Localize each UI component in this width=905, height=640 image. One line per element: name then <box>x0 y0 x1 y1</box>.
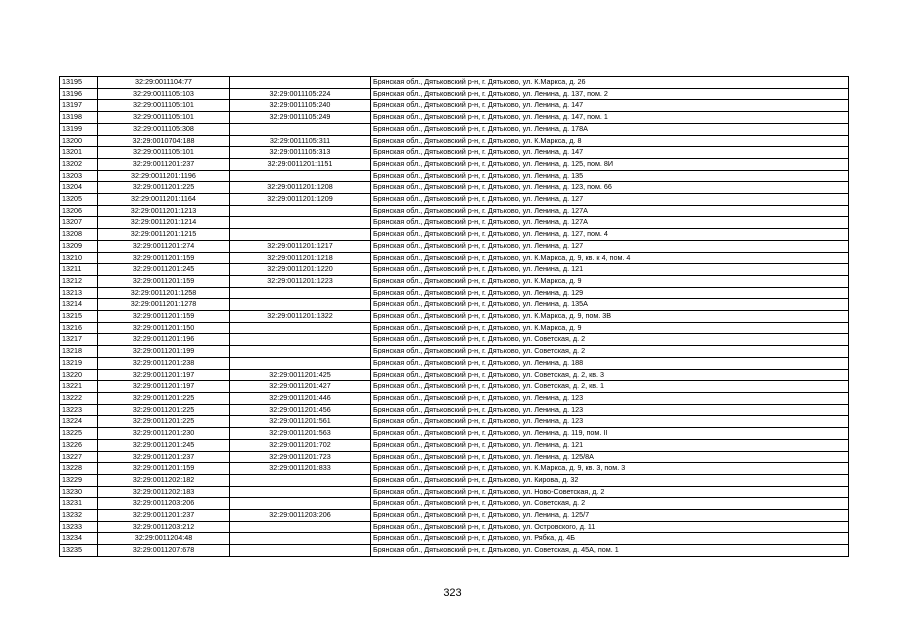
cadastral-number-cell: 32:29:0011201:225 <box>98 404 230 416</box>
cadastral-number-cell: 32:29:0011202:183 <box>98 486 230 498</box>
parent-cadastral-number-cell <box>230 287 371 299</box>
address-cell: Брянская обл., Дятьковский р-н, г. Дятьково, ул. Ленина, д. 123 <box>371 392 849 404</box>
address-cell: Брянская обл., Дятьковский р-н, г. Дятьково, ул. Ленина, д. 188 <box>371 357 849 369</box>
table-row <box>60 100 849 112</box>
parent-cadastral-number-cell <box>230 170 371 182</box>
address-cell: Брянская обл., Дятьковский р-н, г. Дятьково, ул. Ленина, д. 137, пом. 2 <box>371 88 849 100</box>
row-number-cell: 13224 <box>60 416 98 428</box>
parent-cadastral-number-cell: 32:29:0011105:249 <box>230 112 371 124</box>
cadastral-number-cell: 32:29:0011105:103 <box>98 88 230 100</box>
row-number-cell: 13232 <box>60 510 98 522</box>
cadastral-number-cell: 32:29:0011201:1258 <box>98 287 230 299</box>
row-number-cell: 13207 <box>60 217 98 229</box>
parent-cadastral-number-cell: 32:29:0011201:1151 <box>230 158 371 170</box>
cadastral-number-cell: 32:29:0011201:1213 <box>98 205 230 217</box>
parent-cadastral-number-cell: 32:29:0011201:1217 <box>230 240 371 252</box>
row-number-cell: 13220 <box>60 369 98 381</box>
address-cell: Брянская обл., Дятьковский р-н, г. Дятьково, ул. Ленина, д. 127А <box>371 205 849 217</box>
row-number-cell: 13228 <box>60 463 98 475</box>
table-row <box>60 545 849 557</box>
table-row <box>60 205 849 217</box>
parent-cadastral-number-cell <box>230 346 371 358</box>
table-row <box>60 112 849 124</box>
row-number-cell: 13233 <box>60 521 98 533</box>
cadastral-number-cell: 32:29:0011201:245 <box>98 264 230 276</box>
table-row <box>60 252 849 264</box>
address-cell: Брянская обл., Дятьковский р-н, г. Дятьково, ул. Кирова, д. 32 <box>371 474 849 486</box>
row-number-cell: 13234 <box>60 533 98 545</box>
address-cell: Брянская обл., Дятьковский р-н, г. Дятьково, ул. К.Маркса, д. 9, пом. 3В <box>371 311 849 323</box>
cadastral-number-cell: 32:29:0011105:101 <box>98 147 230 159</box>
row-number-cell: 13204 <box>60 182 98 194</box>
cadastral-number-cell: 32:29:0011201:159 <box>98 311 230 323</box>
table-row <box>60 240 849 252</box>
row-number-cell: 13197 <box>60 100 98 112</box>
address-cell: Брянская обл., Дятьковский р-н, г. Дятьково, ул. Ленина, д. 123 <box>371 404 849 416</box>
page-number: 323 <box>443 587 462 599</box>
table-row <box>60 88 849 100</box>
address-cell: Брянская обл., Дятьковский р-н, г. Дятьково, ул. К.Маркса, д. 9, кв. 3, пом. 3 <box>371 463 849 475</box>
cadastral-number-cell: 32:29:0011201:274 <box>98 240 230 252</box>
table-row <box>60 322 849 334</box>
parent-cadastral-number-cell <box>230 357 371 369</box>
parent-cadastral-number-cell <box>230 322 371 334</box>
row-number-cell: 13206 <box>60 205 98 217</box>
address-cell: Брянская обл., Дятьковский р-н, г. Дятьково, ул. К.Маркса, д. 9, кв. к 4, пом. 4 <box>371 252 849 264</box>
parent-cadastral-number-cell: 32:29:0011105:311 <box>230 135 371 147</box>
row-number-cell: 13219 <box>60 357 98 369</box>
table-row <box>60 182 849 194</box>
table-row <box>60 299 849 311</box>
address-cell: Брянская обл., Дятьковский р-н, г. Дятьково, ул. Ново-Советская, д. 2 <box>371 486 849 498</box>
address-cell: Брянская обл., Дятьковский р-н, г. Дятьково, ул. Советская, д. 45А, пом. 1 <box>371 545 849 557</box>
address-cell: Брянская обл., Дятьковский р-н, г. Дятьково, ул. Ленина, д. 125/8А <box>371 451 849 463</box>
parent-cadastral-number-cell <box>230 521 371 533</box>
parent-cadastral-number-cell: 32:29:0011201:1218 <box>230 252 371 264</box>
table-row <box>60 533 849 545</box>
cadastral-number-cell: 32:29:0011201:238 <box>98 357 230 369</box>
cadastral-number-cell: 32:29:0011202:182 <box>98 474 230 486</box>
row-number-cell: 13231 <box>60 498 98 510</box>
cadastral-number-cell: 32:29:0011201:1214 <box>98 217 230 229</box>
address-cell: Брянская обл., Дятьковский р-н, г. Дятьково, ул. Советская, д. 2, кв. 3 <box>371 369 849 381</box>
address-cell: Брянская обл., Дятьковский р-н, г. Дятьково, ул. Ленина, д. 127, пом. 4 <box>371 229 849 241</box>
row-number-cell: 13223 <box>60 404 98 416</box>
parent-cadastral-number-cell: 32:29:0011201:1322 <box>230 311 371 323</box>
table-row <box>60 510 849 522</box>
cadastral-number-cell: 32:29:0011201:1215 <box>98 229 230 241</box>
address-cell: Брянская обл., Дятьковский р-н, г. Дятьково, ул. Ленина, д. 129 <box>371 287 849 299</box>
address-cell: Брянская обл., Дятьковский р-н, г. Дятьково, ул. Ленина, д. 123 <box>371 416 849 428</box>
row-number-cell: 13202 <box>60 158 98 170</box>
table-row <box>60 287 849 299</box>
cadastral-number-cell: 32:29:0011104:77 <box>98 77 230 89</box>
cadastral-number-cell: 32:29:0011201:1196 <box>98 170 230 182</box>
address-cell: Брянская обл., Дятьковский р-н, г. Дятьково, ул. Советская, д. 2, кв. 1 <box>371 381 849 393</box>
row-number-cell: 13216 <box>60 322 98 334</box>
parent-cadastral-number-cell: 32:29:0011201:561 <box>230 416 371 428</box>
parent-cadastral-number-cell <box>230 486 371 498</box>
parent-cadastral-number-cell: 32:29:0011105:224 <box>230 88 371 100</box>
table-row <box>60 147 849 159</box>
address-cell: Брянская обл., Дятьковский р-н, г. Дятьково, ул. К.Маркса, д. 26 <box>371 77 849 89</box>
table-row <box>60 392 849 404</box>
table-row <box>60 194 849 206</box>
row-number-cell: 13195 <box>60 77 98 89</box>
table-row <box>60 451 849 463</box>
row-number-cell: 13213 <box>60 287 98 299</box>
address-cell: Брянская обл., Дятьковский р-н, г. Дятьково, ул. Ленина, д. 125, пом. 8И <box>371 158 849 170</box>
row-number-cell: 13208 <box>60 229 98 241</box>
cadastral-number-cell: 32:29:0011207:678 <box>98 545 230 557</box>
parent-cadastral-number-cell: 32:29:0011105:240 <box>230 100 371 112</box>
parent-cadastral-number-cell <box>230 77 371 89</box>
cadastral-number-cell: 32:29:0011105:101 <box>98 112 230 124</box>
registry-table-body <box>60 77 849 557</box>
parent-cadastral-number-cell: 32:29:0011201:456 <box>230 404 371 416</box>
cadastral-number-cell: 32:29:0011201:237 <box>98 510 230 522</box>
row-number-cell: 13209 <box>60 240 98 252</box>
table-row <box>60 428 849 440</box>
address-cell: Брянская обл., Дятьковский р-н, г. Дятьково, ул. Ленина, д. 178А <box>371 123 849 135</box>
row-number-cell: 13210 <box>60 252 98 264</box>
table-row <box>60 404 849 416</box>
address-cell: Брянская обл., Дятьковский р-н, г. Дятьково, ул. Островского, д. 11 <box>371 521 849 533</box>
row-number-cell: 13199 <box>60 123 98 135</box>
row-number-cell: 13212 <box>60 275 98 287</box>
cadastral-number-cell: 32:29:0011201:196 <box>98 334 230 346</box>
row-number-cell: 13201 <box>60 147 98 159</box>
cadastral-number-cell: 32:29:0011105:101 <box>98 100 230 112</box>
address-cell: Брянская обл., Дятьковский р-н, г. Дятьково, ул. Ленина, д. 147 <box>371 100 849 112</box>
cadastral-number-cell: 32:29:0011201:245 <box>98 439 230 451</box>
parent-cadastral-number-cell <box>230 123 371 135</box>
parent-cadastral-number-cell: 32:29:0011201:563 <box>230 428 371 440</box>
cadastral-number-cell: 32:29:0011201:230 <box>98 428 230 440</box>
cadastral-number-cell: 32:29:0011201:237 <box>98 158 230 170</box>
row-number-cell: 13218 <box>60 346 98 358</box>
row-number-cell: 13205 <box>60 194 98 206</box>
cadastral-number-cell: 32:29:0011105:308 <box>98 123 230 135</box>
address-cell: Брянская обл., Дятьковский р-н, г. Дятьково, ул. Ленина, д. 147 <box>371 147 849 159</box>
cadastral-number-cell: 32:29:0010704:188 <box>98 135 230 147</box>
parent-cadastral-number-cell: 32:29:0011201:427 <box>230 381 371 393</box>
table-row <box>60 217 849 229</box>
table-row <box>60 486 849 498</box>
parent-cadastral-number-cell <box>230 299 371 311</box>
address-cell: Брянская обл., Дятьковский р-н, г. Дятьково, ул. К.Маркса, д. 9 <box>371 322 849 334</box>
table-row <box>60 275 849 287</box>
parent-cadastral-number-cell <box>230 474 371 486</box>
table-row <box>60 498 849 510</box>
cadastral-number-cell: 32:29:0011201:199 <box>98 346 230 358</box>
row-number-cell: 13225 <box>60 428 98 440</box>
table-row <box>60 334 849 346</box>
row-number-cell: 13211 <box>60 264 98 276</box>
table-row <box>60 158 849 170</box>
address-cell: Брянская обл., Дятьковский р-н, г. Дятьково, ул. Советская, д. 2 <box>371 334 849 346</box>
row-number-cell: 13215 <box>60 311 98 323</box>
row-number-cell: 13203 <box>60 170 98 182</box>
table-row <box>60 264 849 276</box>
parent-cadastral-number-cell: 32:29:0011201:702 <box>230 439 371 451</box>
table-row <box>60 170 849 182</box>
address-cell: Брянская обл., Дятьковский р-н, г. Дятьково, ул. Ленина, д. 119, пом. II <box>371 428 849 440</box>
address-cell: Брянская обл., Дятьковский р-н, г. Дятьково, ул. Советская, д. 2 <box>371 346 849 358</box>
table-row <box>60 439 849 451</box>
row-number-cell: 13214 <box>60 299 98 311</box>
cadastral-number-cell: 32:29:0011201:1278 <box>98 299 230 311</box>
parent-cadastral-number-cell <box>230 498 371 510</box>
parent-cadastral-number-cell <box>230 205 371 217</box>
table-row <box>60 474 849 486</box>
table-row <box>60 229 849 241</box>
parent-cadastral-number-cell <box>230 334 371 346</box>
parent-cadastral-number-cell <box>230 533 371 545</box>
address-cell: Брянская обл., Дятьковский р-н, г. Дятьково, ул. Ленина, д. 127 <box>371 194 849 206</box>
table-row <box>60 521 849 533</box>
row-number-cell: 13227 <box>60 451 98 463</box>
address-cell: Брянская обл., Дятьковский р-н, г. Дятьково, ул. К.Маркса, д. 8 <box>371 135 849 147</box>
parent-cadastral-number-cell: 32:29:0011201:1209 <box>230 194 371 206</box>
cadastral-number-cell: 32:29:0011201:159 <box>98 463 230 475</box>
cadastral-number-cell: 32:29:0011201:150 <box>98 322 230 334</box>
row-number-cell: 13226 <box>60 439 98 451</box>
parent-cadastral-number-cell: 32:29:0011201:1208 <box>230 182 371 194</box>
parent-cadastral-number-cell <box>230 217 371 229</box>
cadastral-number-cell: 32:29:0011201:225 <box>98 182 230 194</box>
table-row <box>60 311 849 323</box>
row-number-cell: 13235 <box>60 545 98 557</box>
address-cell: Брянская обл., Дятьковский р-н, г. Дятьково, ул. Ленина, д. 121 <box>371 439 849 451</box>
row-number-cell: 13230 <box>60 486 98 498</box>
cadastral-number-cell: 32:29:0011201:237 <box>98 451 230 463</box>
cadastral-number-cell: 32:29:0011201:1164 <box>98 194 230 206</box>
table-row <box>60 369 849 381</box>
address-cell: Брянская обл., Дятьковский р-н, г. Дятьково, ул. Ленина, д. 121 <box>371 264 849 276</box>
parent-cadastral-number-cell <box>230 545 371 557</box>
address-cell: Брянская обл., Дятьковский р-н, г. Дятьково, ул. Ленина, д. 147, пом. 1 <box>371 112 849 124</box>
row-number-cell: 13196 <box>60 88 98 100</box>
row-number-cell: 13222 <box>60 392 98 404</box>
cadastral-number-cell: 32:29:0011201:159 <box>98 275 230 287</box>
row-number-cell: 13229 <box>60 474 98 486</box>
table-row <box>60 416 849 428</box>
address-cell: Брянская обл., Дятьковский р-н, г. Дятьково, ул. К.Маркса, д. 9 <box>371 275 849 287</box>
address-cell: Брянская обл., Дятьковский р-н, г. Дятьково, ул. Ленина, д. 125/7 <box>371 510 849 522</box>
table-row <box>60 77 849 89</box>
row-number-cell: 13198 <box>60 112 98 124</box>
table-row <box>60 135 849 147</box>
address-cell: Брянская обл., Дятьковский р-н, г. Дятьково, ул. Рябка, д. 4Б <box>371 533 849 545</box>
parent-cadastral-number-cell: 32:29:0011201:723 <box>230 451 371 463</box>
table-row <box>60 346 849 358</box>
parent-cadastral-number-cell: 32:29:0011201:1220 <box>230 264 371 276</box>
table-row <box>60 463 849 475</box>
row-number-cell: 13200 <box>60 135 98 147</box>
cadastral-number-cell: 32:29:0011201:197 <box>98 381 230 393</box>
cadastral-number-cell: 32:29:0011201:159 <box>98 252 230 264</box>
address-cell: Брянская обл., Дятьковский р-н, г. Дятьково, ул. Ленина, д. 127 <box>371 240 849 252</box>
address-cell: Брянская обл., Дятьковский р-н, г. Дятьково, ул. Ленина, д. 123, пом. 66 <box>371 182 849 194</box>
cadastral-number-cell: 32:29:0011201:225 <box>98 416 230 428</box>
table-row <box>60 381 849 393</box>
table-row <box>60 357 849 369</box>
parent-cadastral-number-cell: 32:29:0011105:313 <box>230 147 371 159</box>
cadastral-number-cell: 32:29:0011203:206 <box>98 498 230 510</box>
parent-cadastral-number-cell: 32:29:0011201:425 <box>230 369 371 381</box>
cadastral-number-cell: 32:29:0011201:197 <box>98 369 230 381</box>
address-cell: Брянская обл., Дятьковский р-н, г. Дятьково, ул. Ленина, д. 127А <box>371 217 849 229</box>
parent-cadastral-number-cell: 32:29:0011203:206 <box>230 510 371 522</box>
table-row <box>60 123 849 135</box>
address-cell: Брянская обл., Дятьковский р-н, г. Дятьково, ул. Советская, д. 2 <box>371 498 849 510</box>
parent-cadastral-number-cell <box>230 229 371 241</box>
address-cell: Брянская обл., Дятьковский р-н, г. Дятьково, ул. Ленина, д. 135 <box>371 170 849 182</box>
address-cell: Брянская обл., Дятьковский р-н, г. Дятьково, ул. Ленина, д. 135А <box>371 299 849 311</box>
parent-cadastral-number-cell: 32:29:0011201:833 <box>230 463 371 475</box>
cadastral-number-cell: 32:29:0011204:48 <box>98 533 230 545</box>
row-number-cell: 13221 <box>60 381 98 393</box>
parent-cadastral-number-cell: 32:29:0011201:1223 <box>230 275 371 287</box>
cadastral-number-cell: 32:29:0011203:212 <box>98 521 230 533</box>
row-number-cell: 13217 <box>60 334 98 346</box>
registry-table <box>59 76 849 557</box>
parent-cadastral-number-cell: 32:29:0011201:446 <box>230 392 371 404</box>
cadastral-number-cell: 32:29:0011201:225 <box>98 392 230 404</box>
